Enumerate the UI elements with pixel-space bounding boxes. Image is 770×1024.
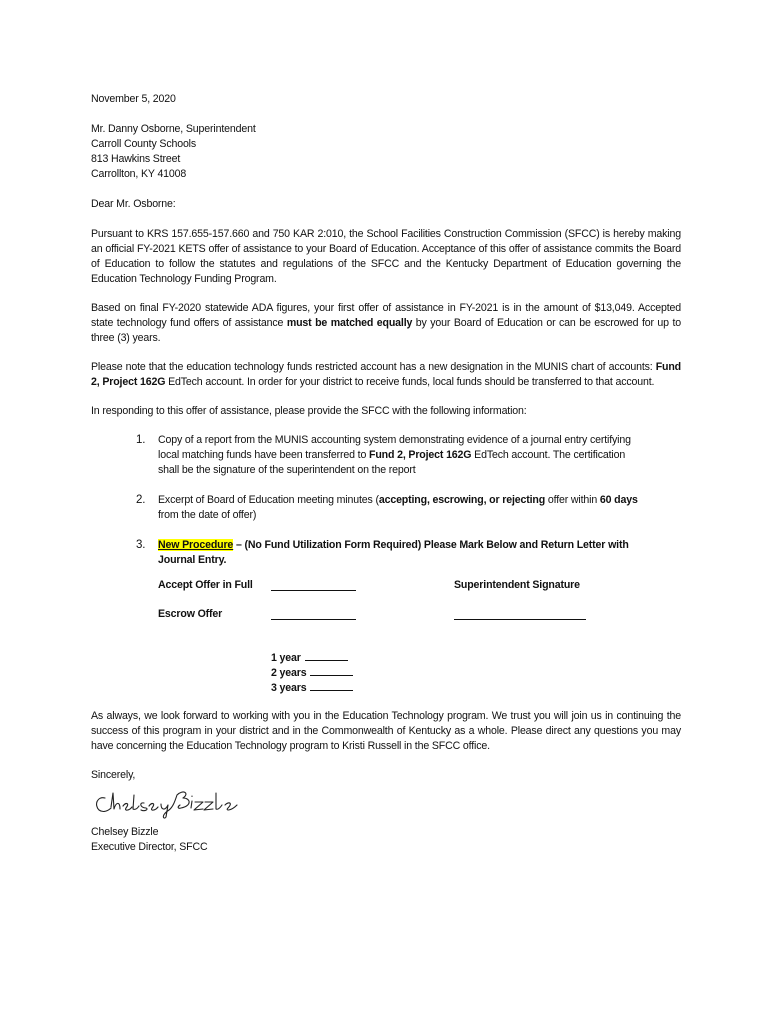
matched-equally-emphasis: must be matched equally — [286, 317, 413, 329]
paragraph-offer: Pursuant to KRS 157.655-157.660 and 750 KAR 2:010, the School Facilities Construction Commission (SFCC) is hereby making an official FY-2021 KETS offer of assistance to your Board of Education. Acceptance of this offer of assistance commits the Board of Education to follow the statutes and regulations of the SFCC and the Kentucky Department of Education governing the Education Technology Funding Program. — [91, 228, 681, 285]
paragraph-amount — [91, 301, 681, 346]
escrow-years — [271, 650, 681, 695]
item1-fund-emphasis: Fund 2, Project 162G — [369, 449, 472, 461]
year-2-line[interactable] — [310, 665, 353, 676]
accept-offer-line[interactable] — [271, 578, 356, 591]
item1-text: Copy of a report from the MUNIS accounting system demonstrating evidence of a journal entry certifying local matching funds have been transferred to — [158, 434, 631, 461]
paragraph-responding: In responding to this offer of assistance, please provide the SFCC with the following information: — [91, 405, 527, 417]
list-item-number: 3. — [136, 539, 146, 551]
recipient-street: 813 Hawkins Street — [91, 153, 181, 165]
signer-title: Executive Director, SFCC — [91, 841, 208, 853]
signer-name: Chelsey Bizzle — [91, 826, 159, 838]
list-item-text — [158, 493, 638, 523]
superintendent-signature-label: Superintendent Signature — [454, 579, 580, 591]
list-item-text — [158, 538, 638, 568]
list-item-number: 1. — [136, 434, 146, 446]
item2-text-end: from the date of offer) — [158, 509, 257, 521]
handwritten-signature — [91, 783, 681, 821]
item2-text: Excerpt of Board of Education meeting minutes ( — [158, 494, 379, 506]
item1-text-end: EdTech account. The certification shall be the signature of the superintendent on the report — [158, 449, 626, 476]
list-item — [136, 493, 681, 523]
closing: Sincerely, — [91, 769, 136, 781]
response-form — [158, 578, 681, 650]
year-1-label: 1 year — [271, 652, 301, 664]
recipient-name: Mr. Danny Osborne, Superintendent — [91, 123, 256, 135]
year-3-line[interactable] — [310, 680, 353, 691]
list-item-text — [158, 433, 638, 478]
escrow-year-option — [271, 680, 681, 695]
paragraph-amount-text-end: by your Board of Education or can be escrowed for up to three (3) years. — [91, 317, 681, 344]
escrow-offer-line[interactable] — [271, 607, 356, 620]
paragraph-munis-text-end: EdTech account. In order for your district to receive funds, local funds should be transferred to that account. — [165, 376, 655, 388]
escrow-year-option — [271, 650, 681, 665]
letter-body — [91, 92, 681, 855]
escrow-offer-label: Escrow Offer — [158, 608, 223, 620]
signer-block — [91, 825, 681, 855]
paragraph-munis-text: Please note that the education technology funds restricted account has a new designation in the MUNIS chart of accounts: — [91, 361, 656, 373]
item2-days-emphasis: 60 days — [599, 494, 638, 506]
paragraph-munis — [91, 360, 681, 390]
paragraph-closing: As always, we look forward to working with you in the Education Technology program. We trust you will join us in continuing the success of this program in your district and in the Commonwealth of Kentucky as a whole. Please direct any questions you may have concerning the Education Technology program to Kristi Russell in the SFCC office. — [91, 710, 681, 752]
accept-offer-label: Accept Offer in Full — [158, 579, 253, 591]
recipient-org: Carroll County Schools — [91, 138, 197, 150]
year-1-line[interactable] — [305, 650, 348, 661]
fund-project-emphasis: Fund 2, Project 162G — [91, 361, 681, 388]
item2-options-emphasis: accepting, escrowing, or rejecting — [378, 494, 546, 506]
list-item — [136, 538, 681, 568]
year-2-label: 2 years — [271, 667, 307, 679]
new-procedure-highlight: New Procedure — [158, 539, 234, 551]
year-3-label: 3 years — [271, 682, 307, 694]
signature-scribble — [91, 783, 251, 821]
salutation: Dear Mr. Osborne: — [91, 198, 176, 210]
item3-text: – (No Fund Utilization Form Required) Please Mark Below and Return Letter with Journal Entry. — [158, 539, 629, 566]
letter-date: November 5, 2020 — [91, 93, 176, 105]
list-item — [136, 433, 681, 478]
list-item-number: 2. — [136, 494, 146, 506]
item2-text-mid: offer within — [545, 494, 600, 506]
paragraph-amount-text: Based on final FY-2020 statewide ADA figures, your first offer of assistance in FY-2021 is in the amount of $13,049. Accepted state technology fund offers of assistance — [91, 302, 681, 329]
recipient-city: Carrollton, KY 41008 — [91, 168, 187, 180]
escrow-year-option — [271, 665, 681, 680]
recipient-address — [91, 122, 681, 182]
superintendent-signature-line[interactable] — [454, 607, 586, 620]
